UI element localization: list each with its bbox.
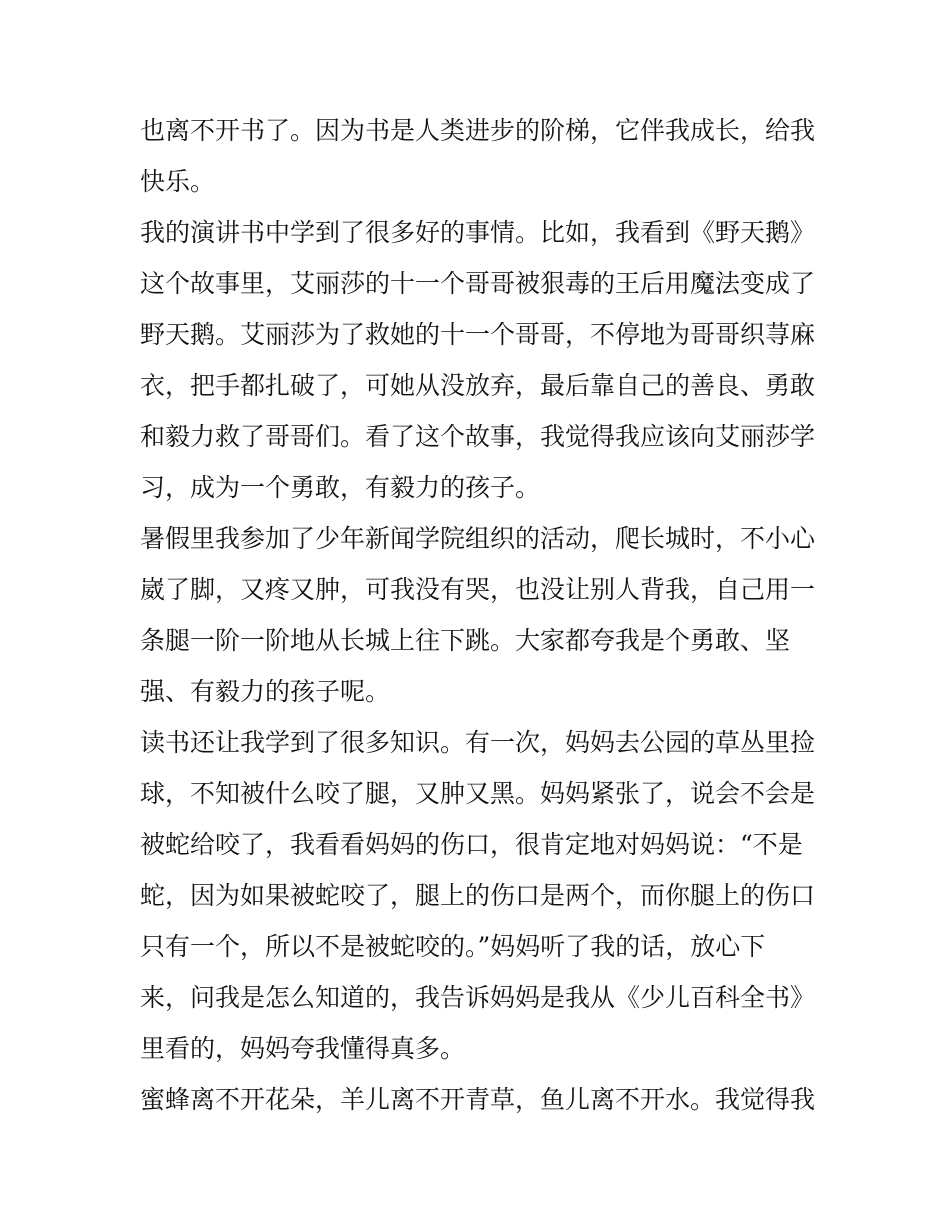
text-line: 习，成为一个勇敢，有毅力的孩子。 — [140, 473, 541, 502]
text-line: 只有一个，所以不是被蛇咬的。”妈妈听了我的话，放心下 — [140, 932, 766, 961]
text-line: 和毅力救了哥哥们。看了这个故事，我觉得我应该向艾丽莎学 — [140, 422, 816, 451]
text-line: 我的演讲书中学到了很多好的事情。比如，我看到《野天鹅》 — [140, 218, 816, 247]
text-line: 快乐。 — [140, 167, 216, 196]
text-line: 崴了脚，又疼又肿，可我没有哭，也没让别人背我，自己用一 — [140, 575, 816, 604]
text-line: 强、有毅力的孩子呢。 — [140, 677, 391, 706]
text-line: 球，不知被什么咬了腿，又肿又黑。妈妈紧张了，说会不会是 — [140, 779, 816, 808]
text-line: 这个故事里，艾丽莎的十一个哥哥被狠毒的王后用魔法变成了 — [140, 269, 816, 298]
text-line: 蛇，因为如果被蛇咬了，腿上的伤口是两个，而你腿上的伤口 — [140, 881, 816, 910]
text-line: 野天鹅。艾丽莎为了救她的十一个哥哥，不停地为哥哥织荨麻 — [140, 320, 816, 349]
body-text — [140, 105, 830, 1125]
text-line: 来，问我是怎么知道的，我告诉妈妈是我从《少儿百科全书》 — [140, 983, 816, 1012]
text-line: 衣，把手都扎破了，可她从没放弃，最后靠自己的善良、勇敢 — [140, 371, 816, 400]
text-line: 读书还让我学到了很多知识。有一次，妈妈去公园的草丛里捡 — [140, 728, 816, 757]
text-line: 蜜蜂离不开花朵，羊儿离不开青草，鱼儿离不开水。我觉得我 — [140, 1085, 816, 1114]
text-line: 也离不开书了。因为书是人类进步的阶梯，它伴我成长，给我 — [140, 116, 816, 145]
text-line: 条腿一阶一阶地从长城上往下跳。大家都夸我是个勇敢、坚 — [140, 626, 791, 655]
text-line: 暑假里我参加了少年新闻学院组织的活动，爬长城时，不小心 — [140, 524, 816, 553]
text-line: 被蛇给咬了，我看看妈妈的伤口，很肯定地对妈妈说：“不是 — [140, 830, 803, 859]
text-line: 里看的，妈妈夸我懂得真多。 — [140, 1034, 466, 1063]
